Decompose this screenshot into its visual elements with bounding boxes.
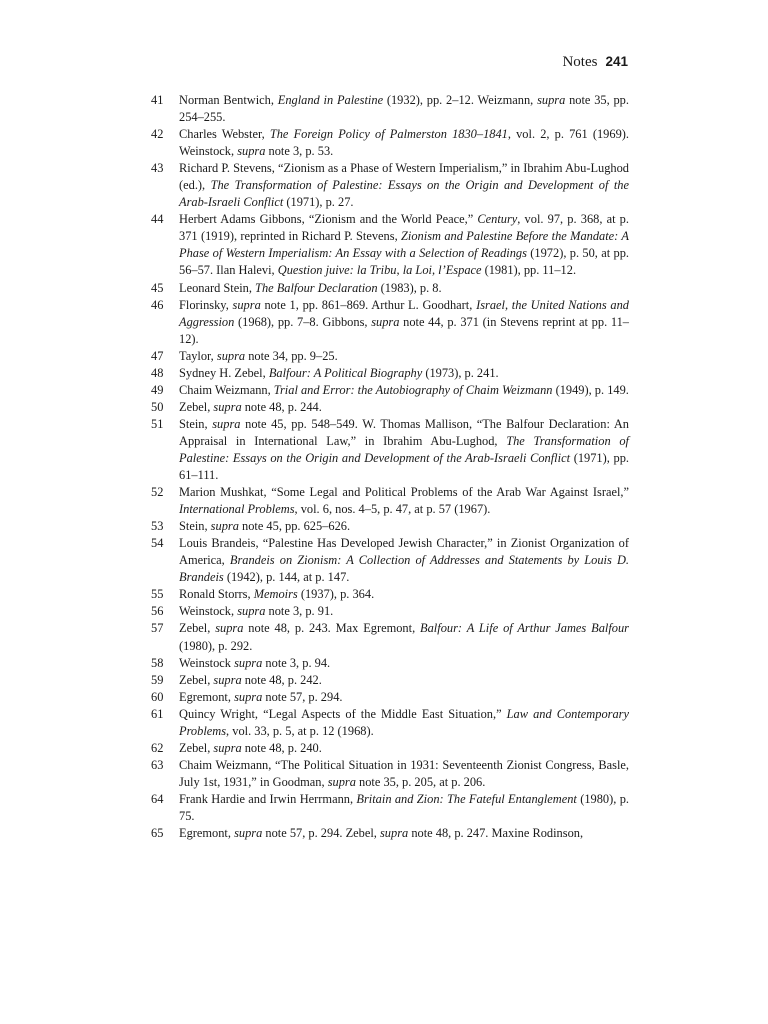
note-text-segment: (1980), p. 75. (179, 791, 629, 823)
note-italic-segment: Law and Contemporary Problems (179, 706, 629, 738)
note-text-segment: , vol. 97, p. 368, at p. 371 (1919), reprinted in Richard P. Stevens, (179, 212, 629, 244)
note-text (179, 791, 629, 825)
page-number: 241 (605, 54, 628, 69)
note-text-segment: (1971), p. 27. (283, 195, 354, 210)
note-text-segment: note 35, pp. 254–255. (179, 93, 629, 125)
note-text-segment: Zebel, (179, 672, 214, 687)
note-text-segment: Stein, (179, 519, 211, 534)
note-text-segment: Taylor, (179, 348, 217, 363)
note-text-segment: (1932), pp. 2–12. Weizmann, (383, 93, 538, 107)
note-italic-segment: supra (212, 416, 241, 431)
note-italic-segment: Trial and Error: the Autobiography of Chaim Weizmann (273, 382, 553, 397)
note-italic-segment: supra (537, 93, 566, 107)
note-italic-segment: Question juive: la Tribu, la Loi, l’Espace (277, 263, 482, 278)
note-text (179, 160, 629, 211)
note-text-segment: note 3, p. 91. (265, 604, 334, 619)
note-text-segment: Chaim Weizmann, (179, 382, 274, 397)
note-text-segment: Egremont, (179, 826, 235, 841)
note-number: 59 (151, 672, 164, 687)
note-text-segment: , vol. 33, p. 5, at p. 12 (1968). (226, 723, 374, 738)
note-text-segment: Zebel, (179, 740, 214, 755)
note-number: 56 (151, 604, 164, 619)
note-text-segment: note 48, p. 240. (241, 740, 322, 755)
note-item (151, 484, 629, 518)
note-text (179, 689, 629, 706)
note-text-segment: Louis Brandeis, “Palestine Has Developed Jewish Character,” in Zionist Organization of America, (179, 536, 629, 568)
note-number: 49 (151, 382, 164, 397)
note-number: 65 (151, 826, 164, 841)
note-italic-segment: supra (371, 314, 400, 329)
note-text (179, 280, 629, 297)
note-number: 60 (151, 689, 164, 704)
note-text (179, 672, 629, 689)
note-text-segment: Weinstock (179, 655, 235, 670)
note-italic-segment: supra (237, 604, 266, 619)
note-number: 61 (151, 706, 164, 721)
note-item (151, 399, 629, 416)
note-text-segment: note 57, p. 294. Zebel, (262, 826, 380, 841)
note-text-segment: note 45, pp. 625–626. (238, 519, 351, 534)
note-item (151, 706, 629, 740)
note-italic-segment: The Foreign Policy of Palmerston 1830–1841 (269, 127, 508, 142)
note-text-segment: Frank Hardie and Irwin Herrmann, (179, 791, 357, 806)
note-text-segment: Zebel, (179, 621, 216, 636)
note-text (179, 365, 629, 382)
note-number: 55 (151, 587, 164, 602)
note-italic-segment: supra (213, 672, 242, 687)
note-text-segment: (1981), pp. 11–12. (481, 263, 577, 278)
note-italic-segment: The Balfour Declaration (255, 280, 378, 295)
note-text-segment: Chaim Weizmann, “The Political Situation in 1931: Seventeenth Zionist Congress, Basle, July 1st, 1931,” in Goodman, (179, 757, 629, 789)
note-item (151, 126, 629, 160)
note-text-segment: Sydney H. Zebel, (179, 365, 269, 380)
note-italic-segment: Brandeis on Zionism: A Collection of Addresses and Statements by Louis D. Brandeis (179, 553, 629, 585)
note-text-segment: Norman Bentwich, (179, 93, 278, 107)
note-item (151, 586, 629, 603)
note-text (179, 126, 629, 160)
note-item (151, 518, 629, 535)
note-text-segment: (1980), p. 292. (179, 638, 253, 653)
note-number: 54 (151, 536, 164, 551)
note-text (179, 297, 629, 348)
note-number: 42 (151, 127, 164, 142)
note-text-segment: Egremont, (179, 689, 235, 704)
note-text-segment: note 34, pp. 9–25. (245, 348, 338, 363)
running-header (562, 53, 628, 71)
note-italic-segment: supra (213, 740, 242, 755)
note-text (179, 825, 629, 842)
header-title: Notes (562, 54, 598, 70)
note-italic-segment: Century (477, 212, 518, 227)
note-number: 45 (151, 280, 164, 295)
notes-list (151, 92, 629, 842)
note-text-segment: Leonard Stein, (179, 280, 256, 295)
note-text-segment: (1968), pp. 7–8. Gibbons, (234, 314, 372, 329)
note-number: 41 (151, 93, 164, 107)
note-text (179, 211, 629, 279)
note-text-segment: Quincy Wright, “Legal Aspects of the Middle East Situation,” (179, 706, 507, 721)
note-item (151, 416, 629, 484)
note-text (179, 655, 629, 672)
note-italic-segment: supra (232, 297, 261, 312)
note-text-segment: , vol. 2, p. 761 (1969). Weinstock, (179, 127, 629, 159)
note-text (179, 706, 629, 740)
note-text-segment: note 45, pp. 548–549. W. Thomas Mallison, “The Balfour Declaration: An Appraisal in International Law,” in Ibrahim Abu-Lughod, (179, 416, 630, 448)
note-italic-segment: Israel, the United Nations and Aggression (179, 297, 629, 329)
note-italic-segment: supra (234, 826, 263, 841)
note-item (151, 689, 629, 706)
note-text (179, 348, 629, 365)
note-italic-segment: International Problems (179, 502, 295, 517)
note-item (151, 92, 629, 126)
note-text-segment: (1971), pp. 61–111. (179, 450, 629, 483)
note-text-segment: (1972), p. 50, at pp. 56–57. Ilan Halevi, (179, 246, 629, 278)
note-italic-segment: Britain and Zion: The Fateful Entanglement (356, 791, 577, 806)
note-italic-segment: Memoirs (253, 587, 298, 602)
note-item (151, 382, 629, 399)
note-text-segment: note 1, pp. 861–869. Arthur L. Goodhart, (260, 297, 477, 312)
note-text-segment: note 48, p. 242. (241, 672, 322, 687)
note-item (151, 603, 629, 620)
note-number: 53 (151, 519, 164, 534)
note-text-segment: (1983), p. 8. (377, 280, 442, 295)
note-text-segment: Weinstock, (179, 604, 238, 619)
note-text-segment: note 48, p. 244. (241, 399, 322, 414)
note-italic-segment: supra (237, 144, 266, 159)
note-item (151, 348, 629, 365)
note-text-segment: Charles Webster, (179, 127, 270, 142)
note-text-segment: Richard P. Stevens, “Zionism as a Phase of Western Imperialism,” in Ibrahim Abu-Lughod (ed.), (179, 161, 629, 193)
note-italic-segment: The Transformation of Palestine: Essays on the Origin and Development of the Arab-Israeli Conflict (179, 178, 629, 210)
note-text-segment: Herbert Adams Gibbons, “Zionism and the World Peace,” (179, 212, 478, 227)
note-item (151, 655, 629, 672)
note-item (151, 280, 629, 297)
note-number: 62 (151, 740, 164, 755)
note-number: 64 (151, 791, 164, 806)
note-item (151, 297, 629, 348)
note-number: 58 (151, 655, 164, 670)
note-text (179, 535, 629, 586)
note-number: 44 (151, 212, 164, 227)
note-number: 47 (151, 348, 164, 363)
note-item (151, 620, 629, 654)
note-number: 51 (151, 416, 164, 431)
note-text-segment: (1949), p. 149. (552, 382, 629, 397)
note-italic-segment: supra (234, 655, 263, 670)
note-item (151, 825, 629, 842)
note-text (179, 740, 629, 757)
note-text (179, 603, 629, 620)
note-text (179, 399, 629, 416)
note-text-segment: Ronald Storrs, (179, 587, 254, 602)
note-item (151, 211, 629, 279)
note-italic-segment: The Transformation of Palestine: Essays on the Origin and Development of the Arab-Israeli Conflict (179, 433, 629, 465)
note-text-segment: note 35, p. 205, at p. 206. (355, 774, 486, 789)
note-italic-segment: supra (216, 348, 246, 363)
note-text (179, 416, 629, 484)
note-text-segment: (1973), p. 241. (422, 365, 499, 380)
note-text-segment: Zebel, (179, 399, 214, 414)
note-text (179, 518, 629, 535)
note-text (179, 92, 629, 126)
note-italic-segment: supra (210, 519, 239, 534)
note-italic-segment: supra (379, 826, 409, 841)
note-number: 46 (151, 297, 164, 312)
note-text-segment: Marion Mushkat, “Some Legal and Political Problems of the Arab War Against Israel,” (179, 485, 629, 500)
note-italic-segment: Zionism and Palestine Before the Mandate: A Phase of Western Imperialism: An Essay with a Selection of Readings (179, 229, 629, 261)
note-italic-segment: England in Palestine (277, 93, 384, 107)
note-text-segment: note 44, p. 371 (in Stevens reprint at pp. 11–12). (179, 314, 629, 346)
note-text-segment: note 48, p. 247. Maxine Rodinson, (408, 826, 584, 841)
note-text (179, 484, 629, 518)
note-text-segment: (1937), p. 364. (297, 587, 375, 602)
note-text-segment: note 57, p. 294. (262, 689, 343, 704)
note-text (179, 757, 629, 791)
note-text-segment: note 3, p. 94. (262, 655, 331, 670)
note-text-segment: (1942), p. 144, at p. 147. (223, 570, 350, 585)
note-italic-segment: supra (234, 689, 263, 704)
note-item (151, 757, 629, 791)
note-item (151, 791, 629, 825)
note-text-segment: , vol. 6, nos. 4–5, p. 47, at p. 57 (1967). (294, 502, 491, 517)
note-item (151, 672, 629, 689)
note-text-segment: note 3, p. 53. (265, 144, 334, 159)
note-item (151, 740, 629, 757)
note-text-segment: Florinsky, (179, 297, 233, 312)
note-text (179, 382, 629, 399)
note-italic-segment: supra (213, 399, 242, 414)
note-number: 52 (151, 485, 164, 500)
note-text-segment: Stein, (179, 416, 213, 431)
note-item (151, 365, 629, 382)
note-italic-segment: supra (327, 774, 356, 789)
note-text (179, 620, 629, 654)
note-italic-segment: Balfour: A Life of Arthur James Balfour (420, 621, 629, 636)
note-number: 63 (151, 757, 164, 772)
note-item (151, 160, 629, 211)
note-text (179, 586, 629, 603)
note-italic-segment: Balfour: A Political Biography (268, 365, 423, 380)
note-number: 50 (151, 399, 164, 414)
note-number: 43 (151, 161, 164, 176)
note-number: 57 (151, 621, 164, 636)
note-italic-segment: supra (215, 621, 244, 636)
note-number: 48 (151, 365, 164, 380)
note-text-segment: note 48, p. 243. Max Egremont, (243, 621, 421, 636)
note-item (151, 535, 629, 586)
